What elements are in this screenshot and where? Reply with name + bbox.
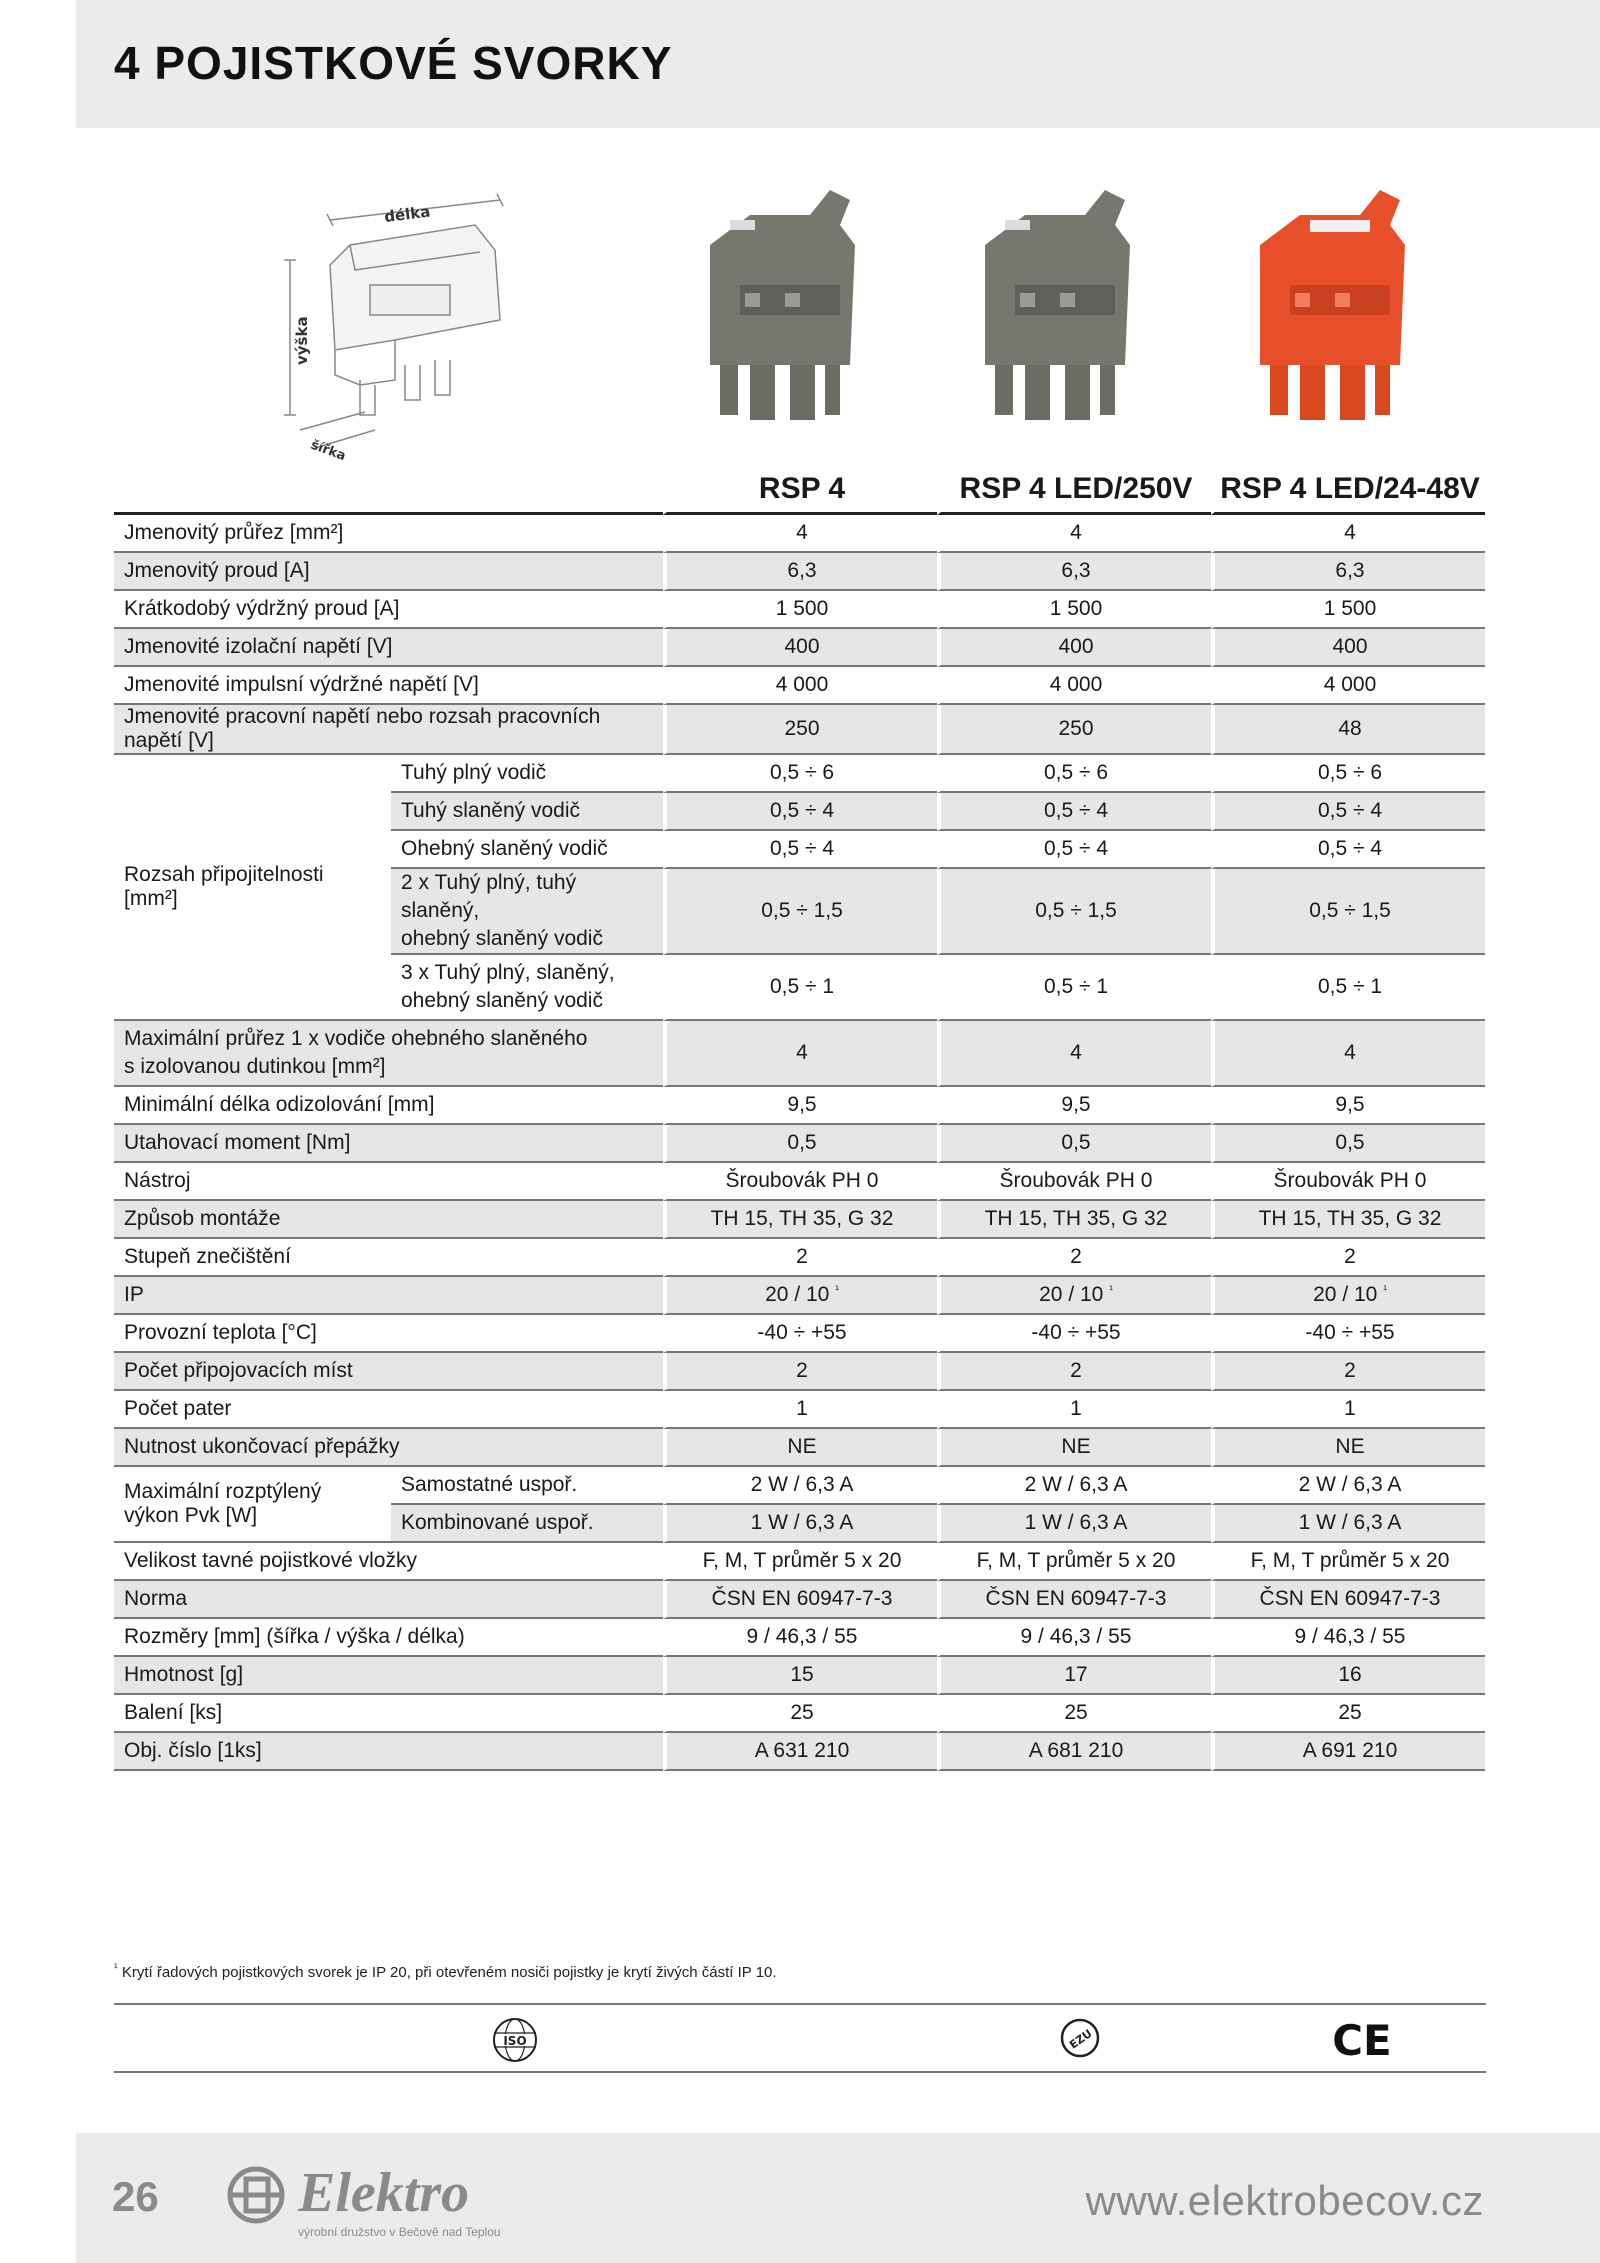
page-title: 4 POJISTKOVÉ SVORKY	[114, 37, 673, 89]
row-label: IP	[114, 1277, 663, 1315]
row-label: Nutnost ukončovací přepážky	[114, 1429, 663, 1467]
row-sublabel-line: ohebný slaněný vodič	[401, 989, 603, 1012]
row-sublabel	[391, 955, 663, 1021]
brand-name: Elektro	[298, 2162, 470, 2224]
row-group-label: Rozsah připojitelnosti [mm²]	[114, 755, 391, 1021]
product-image-rsp4	[690, 185, 900, 430]
cell-value: 250	[663, 705, 937, 755]
row-label: Utahovací moment [Nm]	[114, 1125, 663, 1163]
cell-value: 0,5	[663, 1125, 937, 1163]
row-label: Jmenovité impulsní výdržné napětí [V]	[114, 667, 663, 705]
cell-value: 2	[937, 1239, 1211, 1277]
row-label: Způsob montáže	[114, 1201, 663, 1239]
table-header-row	[114, 468, 1485, 515]
cell-value: 0,5 ÷ 4	[937, 831, 1211, 869]
cell-value	[1211, 1277, 1485, 1315]
table-row	[114, 629, 1485, 667]
row-label: Balení [ks]	[114, 1695, 663, 1733]
cell-value: A 631 210	[663, 1733, 937, 1771]
row-label: Počet pater	[114, 1391, 663, 1429]
cell-value: 400	[663, 629, 937, 667]
cell-value: 0,5	[1211, 1125, 1485, 1163]
cell-value: 6,3	[663, 553, 937, 591]
row-label: Minimální délka odizolování [mm]	[114, 1087, 663, 1125]
dimension-diagram	[275, 190, 525, 470]
cell-value: 1 W / 6,3 A	[937, 1505, 1211, 1543]
cell-value: 0,5 ÷ 6	[663, 755, 937, 793]
cell-value: -40 ÷ +55	[1211, 1315, 1485, 1353]
header-blank	[114, 468, 663, 515]
cell-value: 25	[663, 1695, 937, 1733]
cell-value: 6,3	[937, 553, 1211, 591]
row-label: Stupeň znečištění	[114, 1239, 663, 1277]
column-header: RSP 4 LED/24-48V	[1211, 468, 1485, 515]
table-row	[114, 1277, 1485, 1315]
table-row	[114, 1353, 1485, 1391]
table-row	[114, 515, 1485, 553]
cell-value: A 691 210	[1211, 1733, 1485, 1771]
table-row	[114, 1733, 1485, 1771]
row-sublabel: Samostatné uspoř.	[391, 1467, 663, 1505]
cell-value: 4	[937, 1021, 1211, 1087]
cell-value: 2	[937, 1353, 1211, 1391]
cell-value: 2	[1211, 1239, 1485, 1277]
cell-value: 0,5 ÷ 1	[663, 955, 937, 1021]
cell-value: 0,5 ÷ 4	[663, 793, 937, 831]
row-label-line: výkon Pvk [W]	[124, 1504, 258, 1527]
cell-value: TH 15, TH 35, G 32	[663, 1201, 937, 1239]
table-row	[114, 1657, 1485, 1695]
row-sublabel-line: ohebný slaněný vodič	[401, 927, 603, 950]
cell-value: Šroubovák PH 0	[1211, 1163, 1485, 1201]
cell-value: 17	[937, 1657, 1211, 1695]
table-row	[114, 1125, 1485, 1163]
cell-value: 2 W / 6,3 A	[937, 1467, 1211, 1505]
cell-value: 400	[1211, 629, 1485, 667]
row-label: Rozměry [mm] (šířka / výška / délka)	[114, 1619, 663, 1657]
cell-value: 0,5 ÷ 1,5	[1211, 869, 1485, 955]
cell-value	[663, 1277, 937, 1315]
column-header: RSP 4 LED/250V	[937, 468, 1211, 515]
table-row	[114, 1429, 1485, 1467]
cell-value: A 681 210	[937, 1733, 1211, 1771]
row-label: Počet připojovacích míst	[114, 1353, 663, 1391]
row-label: Nástroj	[114, 1163, 663, 1201]
table-row	[114, 1581, 1485, 1619]
row-label: Velikost tavné pojistkové vložky	[114, 1543, 663, 1581]
spec-table	[114, 468, 1485, 1771]
row-sublabel: Tuhý slaněný vodič	[391, 793, 663, 831]
cell-value: 4	[1211, 1021, 1485, 1087]
table-row	[114, 1163, 1485, 1201]
cell-value: 4	[663, 1021, 937, 1087]
ip-value: 20 / 10	[1313, 1283, 1378, 1306]
cell-value: 1 500	[1211, 591, 1485, 629]
cell-value: NE	[663, 1429, 937, 1467]
table-row	[114, 1391, 1485, 1429]
cell-value: NE	[937, 1429, 1211, 1467]
row-label	[114, 1021, 663, 1087]
table-row	[114, 1619, 1485, 1657]
ip-value: 20 / 10	[765, 1283, 830, 1306]
cell-value: 0,5 ÷ 4	[937, 793, 1211, 831]
row-label: Jmenovitý průřez [mm²]	[114, 515, 663, 553]
elektro-logo-icon	[226, 2163, 286, 2227]
page-footer	[76, 2133, 1600, 2263]
cell-value: 2 W / 6,3 A	[663, 1467, 937, 1505]
page-number: 26	[112, 2173, 159, 2220]
column-header: RSP 4	[663, 468, 937, 515]
table-row	[114, 1239, 1485, 1277]
cell-value: Šroubovák PH 0	[937, 1163, 1211, 1201]
row-sublabel-line: 2 x Tuhý plný, tuhý slaněný,	[401, 871, 577, 922]
table-row	[114, 1695, 1485, 1733]
cell-value: 0,5 ÷ 1,5	[663, 869, 937, 955]
table-row	[114, 1087, 1485, 1125]
cell-value: 0,5	[937, 1125, 1211, 1163]
ip-value: 20 / 10	[1039, 1283, 1104, 1306]
ezu-icon	[1059, 2017, 1101, 2059]
cell-value: 9,5	[663, 1087, 937, 1125]
footnote-mark: ¹	[835, 1284, 839, 1296]
footnote-mark: ¹	[1109, 1284, 1113, 1296]
table-row	[114, 1021, 1485, 1087]
cell-value: 0,5 ÷ 4	[1211, 831, 1485, 869]
cell-value: ČSN EN 60947-7-3	[937, 1581, 1211, 1619]
cell-value: 0,5 ÷ 1	[937, 955, 1211, 1021]
cell-value: 2	[663, 1239, 937, 1277]
cell-value: 9 / 46,3 / 55	[663, 1619, 937, 1657]
cell-value: 1 W / 6,3 A	[663, 1505, 937, 1543]
cell-value: 0,5 ÷ 4	[663, 831, 937, 869]
cell-value: 6,3	[1211, 553, 1485, 591]
cell-value: 0,5 ÷ 6	[1211, 755, 1485, 793]
cell-value: 4	[1211, 515, 1485, 553]
table-row	[114, 705, 1485, 755]
cell-value: ČSN EN 60947-7-3	[663, 1581, 937, 1619]
product-image-rsp4-led250	[965, 185, 1175, 430]
cell-value: 2	[663, 1353, 937, 1391]
row-label: Hmotnost [g]	[114, 1657, 663, 1695]
cell-value: F, M, T průměr 5 x 20	[663, 1543, 937, 1581]
row-label: Norma	[114, 1581, 663, 1619]
cell-value: 2 W / 6,3 A	[1211, 1467, 1485, 1505]
diagram-length-label: délka	[383, 202, 432, 226]
cell-value: 25	[937, 1695, 1211, 1733]
cell-value: 0,5 ÷ 1	[1211, 955, 1485, 1021]
page-header	[76, 0, 1600, 128]
row-label: Jmenovité pracovní napětí nebo rozsah pracovních napětí [V]	[114, 705, 663, 755]
row-sublabel: Kombinované uspoř.	[391, 1505, 663, 1543]
cell-value: Šroubovák PH 0	[663, 1163, 937, 1201]
row-group-label	[114, 1467, 391, 1543]
cell-value: 250	[937, 705, 1211, 755]
diagram-height-label: výška	[293, 316, 311, 365]
cell-value: 2	[1211, 1353, 1485, 1391]
cell-value: 9 / 46,3 / 55	[1211, 1619, 1485, 1657]
cell-value: 4	[937, 515, 1211, 553]
ce-icon	[1326, 2017, 1398, 2061]
ezu-label: EZU	[1067, 2026, 1095, 2052]
row-label-line: s izolovanou dutinkou [mm²]	[124, 1055, 386, 1078]
table-row	[114, 1315, 1485, 1353]
row-label: Jmenovité izolační napětí [V]	[114, 629, 663, 667]
cell-value: TH 15, TH 35, G 32	[1211, 1201, 1485, 1239]
table-row	[114, 1201, 1485, 1239]
row-sublabel-line: 3 x Tuhý plný, slaněný,	[401, 961, 615, 984]
diagram-width-label: šířka	[308, 437, 348, 465]
cell-value	[937, 1277, 1211, 1315]
row-label: Jmenovitý proud [A]	[114, 553, 663, 591]
cell-value: -40 ÷ +55	[937, 1315, 1211, 1353]
cell-value: 1	[663, 1391, 937, 1429]
row-label: Krátkodobý výdržný proud [A]	[114, 591, 663, 629]
table-row	[114, 755, 1485, 793]
cell-value: 1 500	[937, 591, 1211, 629]
product-image-rsp4-led2448	[1240, 185, 1450, 430]
cell-value: -40 ÷ +55	[663, 1315, 937, 1353]
cell-value: F, M, T průměr 5 x 20	[1211, 1543, 1485, 1581]
row-sublabel: Tuhý plný vodič	[391, 755, 663, 793]
row-sublabel	[391, 869, 663, 955]
website-link[interactable]: www.elektrobecov.cz	[1085, 2177, 1484, 2224]
cell-value: ČSN EN 60947-7-3	[1211, 1581, 1485, 1619]
cell-value: 0,5 ÷ 4	[1211, 793, 1485, 831]
cell-value: 9,5	[937, 1087, 1211, 1125]
cell-value: 25	[1211, 1695, 1485, 1733]
footnote-mark: ¹	[114, 1962, 118, 1974]
table-row	[114, 667, 1485, 705]
cell-value: 1	[937, 1391, 1211, 1429]
row-label: Obj. číslo [1ks]	[114, 1733, 663, 1771]
cell-value: 1	[1211, 1391, 1485, 1429]
cell-value: 15	[663, 1657, 937, 1695]
cell-value: 0,5 ÷ 6	[937, 755, 1211, 793]
cell-value: 9,5	[1211, 1087, 1485, 1125]
cell-value: 1 W / 6,3 A	[1211, 1505, 1485, 1543]
table-row	[114, 553, 1485, 591]
cell-value: NE	[1211, 1429, 1485, 1467]
cell-value: 4 000	[937, 667, 1211, 705]
cell-value: 4 000	[663, 667, 937, 705]
certification-row	[114, 2003, 1486, 2073]
footnote-text: Krytí řadových pojistkových svorek je IP 20, při otevřeném nosiči pojistky je krytí živých částí IP 10.	[121, 1964, 777, 1981]
row-label: Provozní teplota [°C]	[114, 1315, 663, 1353]
cell-value: 48	[1211, 705, 1485, 755]
footnote-mark: ¹	[1383, 1284, 1387, 1296]
iso-icon	[492, 2017, 538, 2063]
table-row	[114, 591, 1485, 629]
cell-value: 0,5 ÷ 1,5	[937, 869, 1211, 955]
cell-value: 9 / 46,3 / 55	[937, 1619, 1211, 1657]
table-row	[114, 1543, 1485, 1581]
cell-value: 4	[663, 515, 937, 553]
cell-value: 1 500	[663, 591, 937, 629]
brand-tagline: výrobní družstvo v Bečově nad Teplou	[298, 2225, 501, 2239]
row-label-line: Maximální průřez 1 x vodiče ohebného slaněného	[124, 1027, 588, 1050]
cell-value: F, M, T průměr 5 x 20	[937, 1543, 1211, 1581]
cell-value: 400	[937, 629, 1211, 667]
row-label-line: Maximální rozptýlený	[124, 1480, 322, 1503]
cell-value: 16	[1211, 1657, 1485, 1695]
cell-value: 4 000	[1211, 667, 1485, 705]
cell-value: TH 15, TH 35, G 32	[937, 1201, 1211, 1239]
ce-label: CE	[1332, 2017, 1392, 2061]
row-sublabel: Ohebný slaněný vodič	[391, 831, 663, 869]
iso-label: ISO	[503, 2034, 527, 2048]
footnote	[114, 1962, 777, 1981]
table-row	[114, 1467, 1485, 1505]
